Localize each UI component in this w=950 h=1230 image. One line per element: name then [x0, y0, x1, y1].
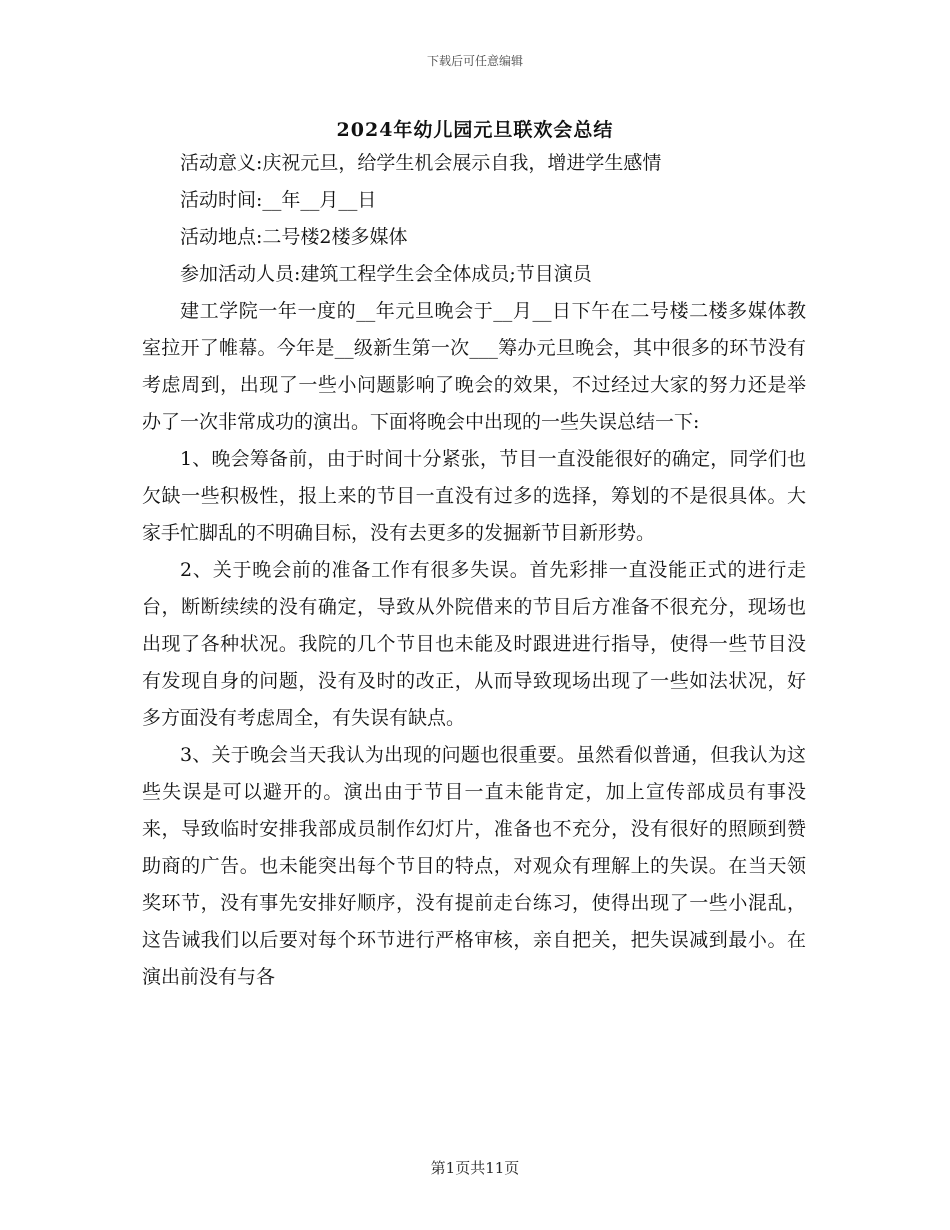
- paragraph-point-1: 1、晚会筹备前，由于时间十分紧张，节目一直没能很好的确定，同学们也欠缺一些积极性，报上来的节目一直没有过多的选择，筹划的不是很具体。大家手忙脚乱的不明确目标，没有去更多的发掘新节目新形势。: [142, 448, 806, 544]
- paragraph-activity-location: 活动地点:二号楼2楼多媒体: [180, 226, 408, 248]
- document-title: 2024年幼儿园元旦联欢会总结: [336, 119, 614, 141]
- page-number: 第1页共11页: [430, 1159, 520, 1177]
- document-body: [142, 145, 806, 996]
- header-note: 下载后可任意编辑: [426, 54, 523, 68]
- paragraph-activity-meaning: 活动意义:庆祝元旦，给学生机会展示自我，增进学生感情: [180, 152, 662, 174]
- paragraph-intro: 建工学院一年一度的__年元旦晚会于__月__日下午在二号楼二楼多媒体教室拉开了帷幕。今年是__级新生第一次___筹办元旦晚会，其中很多的环节没有考虑周到，出现了一些小问题影响了晚会的效果，不过经过大家的努力还是举办了一次非常成功的演出。下面将晚会中出现的一些失误总结一下:: [142, 300, 806, 433]
- paragraph-point-2: 2、关于晚会前的准备工作有很多失误。首先彩排一直没能正式的进行走台，断断续续的没有确定，导致从外院借来的节目后方准备不很充分，现场也出现了各种状况。我院的几个节目也未能及时跟进进行指导，使得一些节目没有发现自身的问题，没有及时的改正，从而导致现场出现了一些如法状况，好多方面没有考虑周全，有失误有缺点。: [142, 559, 806, 729]
- paragraph-participants: 参加活动人员:建筑工程学生会全体成员;节目演员: [180, 263, 592, 285]
- paragraph-activity-time: 活动时间:__年__月__日: [180, 189, 377, 211]
- paragraph-point-3: 3、关于晚会当天我认为出现的问题也很重要。虽然看似普通，但我认为这些失误是可以避开的。演出由于节目一直未能肯定，加上宣传部成员有事没来，导致临时安排我部成员制作幻灯片，准备也不充分，没有很好的照顾到赞助商的广告。也未能突出每个节目的特点，对观众有理解上的失误。在当天领奖环节，没有事先安排好顺序，没有提前走台练习，使得出现了一些小混乱，这告诫我们以后要对每个环节进行严格审核，亲自把关，把失误减到最小。在演出前没有与各: [142, 744, 806, 988]
